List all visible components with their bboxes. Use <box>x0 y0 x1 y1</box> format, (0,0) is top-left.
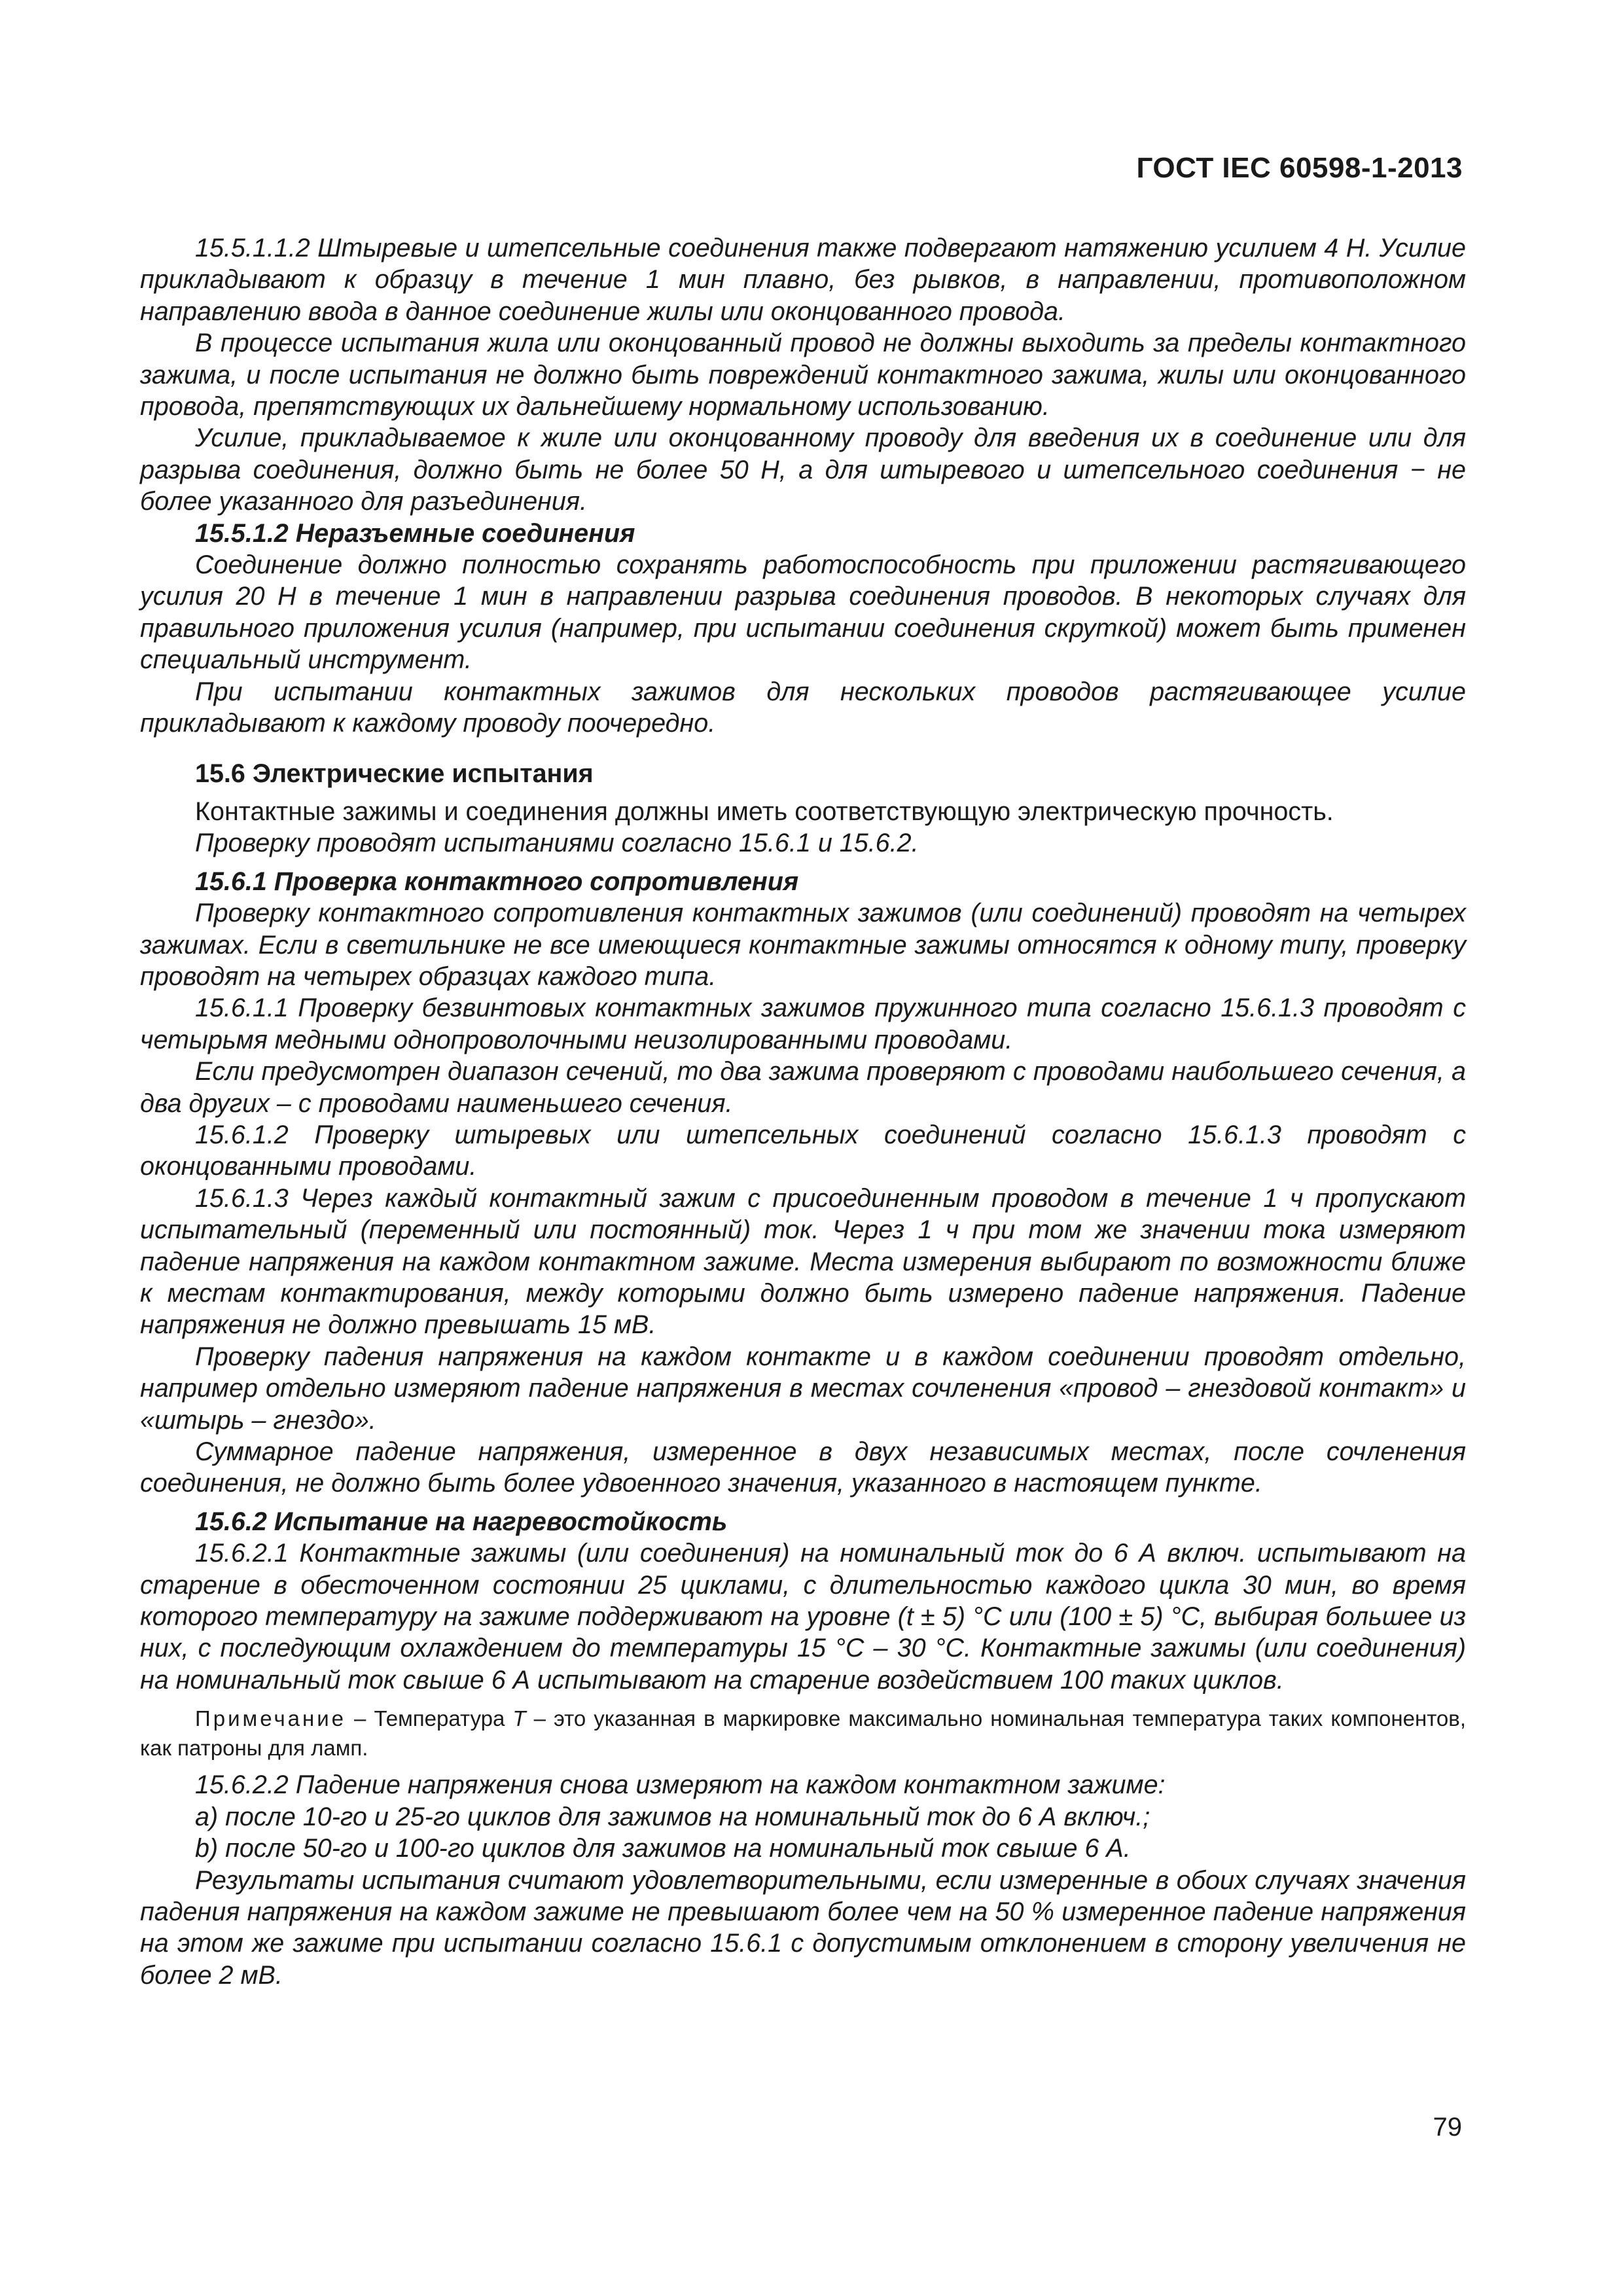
standard-designation: ГОСТ IEC 60598-1-2013 <box>1136 152 1463 184</box>
note-text: – это указанная в маркировке максимально номинальная температура таких компонентов, как патроны для ламп. <box>140 1706 1466 1761</box>
page-number: 79 <box>1433 2113 1462 2142</box>
paragraph-15-5-1-1-2: 15.5.1.1.2 Штыревые и штепсельные соединения также подвергают натяжению усилием 4 Н. Усилие прикладывают к образцу в течение 1 мин плавно, без рывков, в направлении, противоположном направлению ввода в данное соединение жилы или оконцованного провода. <box>140 234 1466 326</box>
paragraph: Контактные зажимы и соединения должны иметь соответствующую электрическую прочность. <box>195 797 1334 826</box>
paragraph: 15.6.2.1 Контактные зажимы (или соединения) на номинальный ток до 6 А включ. испытывают на старение в обесточенном состоянии 25 циклами, с длительностью каждого цикла 30 мин, во время которого температуру на зажиме поддерживают на уровне (t ± 5) °С или (100 ± 5) °С, выбирая большее из них, с последующим охлаждением до температуры 15 °С – 30 °С. Контактные зажимы (или соединения) на номинальный ток свыше 6 А испытывают на старение воздействием 100 таких циклов. <box>140 1539 1466 1695</box>
paragraph: При испытании контактных зажимов для нескольких проводов растягивающее усилие прикладывают к каждому проводу поочередно. <box>140 677 1466 738</box>
heading-15-5-1-2: 15.5.1.2 Неразъемные соединения <box>195 518 635 548</box>
paragraph: Проверку проводят испытаниями согласно 15.6.1 и 15.6.2. <box>195 829 919 858</box>
heading-15-6: 15.6 Электрические испытания <box>195 759 594 788</box>
heading-15-6-1: 15.6.1 Проверка контактного сопротивления <box>195 867 799 896</box>
page-content <box>140 232 1466 1991</box>
paragraph: Соединение должно полностью сохранять работоспособность при приложении растягивающего усилия 20 Н в течение 1 мин в направлении разрыва соединения проводов. В некоторых случаях для правильного приложения усилия (например, при испытании соединения скруткой) может быть применен специальный инструмент. <box>140 550 1466 675</box>
paragraph: 15.6.1.2 Проверку штыревых или штепсельных соединений согласно 15.6.1.3 проводят с оконцованными проводами. <box>140 1120 1466 1181</box>
paragraph: 15.6.1.3 Через каждый контактный зажим с присоединенным проводом в течение 1 ч пропускают испытательный (переменный или постоянный) ток. Через 1 ч при том же значении тока измеряют падение напряжения на каждом контактном зажиме. Места измерения выбирают по возможности ближе к местам контактирования, между которыми должно быть измерено падение напряжения. Падение напряжения не должно превышать 15 мВ. <box>140 1183 1466 1340</box>
note-t-symbol: T <box>512 1706 526 1731</box>
list-item: b) после 50-го и 100-го циклов для зажимов на номинальный ток свыше 6 А. <box>195 1834 1131 1863</box>
paragraph: Результаты испытания считают удовлетворительными, если измеренные в обоих случаях значения падения напряжения на каждом зажиме не превышают более чем на 50 % измеренное падение напряжения на этом же зажиме при испытании согласно 15.6.1 с допустимым отклонением в сторону увеличения не более 2 мВ. <box>140 1865 1466 1990</box>
list-item: a) после 10-го и 25-го циклов для зажимов на номинальный ток до 6 А включ.; <box>195 1802 1150 1831</box>
paragraph: 15.6.2.2 Падение напряжения снова измеряют на каждом контактном зажиме: <box>195 1770 1166 1800</box>
paragraph: Усилие, прикладываемое к жиле или оконцованному проводу для введения их в соединение или для разрыва соединения, должно быть не более 50 Н, а для штыревого и штепсельного соединения − не более указанного для разъединения. <box>140 423 1466 516</box>
note <box>140 1704 1466 1763</box>
note-label: Примечание <box>195 1706 347 1731</box>
note-text: – Температура <box>346 1706 513 1731</box>
paragraph: Суммарное падение напряжения, измеренное в двух независимых местах, после сочленения соединения, не должно быть более удвоенного значения, указанного в настоящем пункте. <box>140 1437 1466 1498</box>
heading-15-6-2: 15.6.2 Испытание на нагревостойкость <box>195 1507 728 1536</box>
paragraph: Если предусмотрен диапазон сечений, то два зажима проверяют с проводами наибольшего сечения, а два других – с проводами наименьшего сечения. <box>140 1057 1466 1118</box>
paragraph: В процессе испытания жила или оконцованный провод не должны выходить за пределы контактного зажима, и после испытания не должно быть повреждений контактного зажима, жилы или оконцованного провода, препятствующих их дальнейшему нормальному использованию. <box>140 329 1466 422</box>
paragraph: 15.6.1.1 Проверку безвинтовых контактных зажимов пружинного типа согласно 15.6.1.3 проводят с четырьмя медными однопроволочными неизолированными проводами. <box>140 994 1466 1054</box>
paragraph: Проверку падения напряжения на каждом контакте и в каждом соединении проводят отдельно, например отдельно измеряют падение напряжения в местах сочленения «провод – гнездовой контакт» и «штырь – гнездо». <box>140 1342 1466 1435</box>
paragraph: Проверку контактного сопротивления контактных зажимов (или соединений) проводят на четырех зажимах. Если в светильнике не все имеющиеся контактные зажимы относятся к одному типу, проверку проводят на четырех образцах каждого типа. <box>140 899 1466 991</box>
